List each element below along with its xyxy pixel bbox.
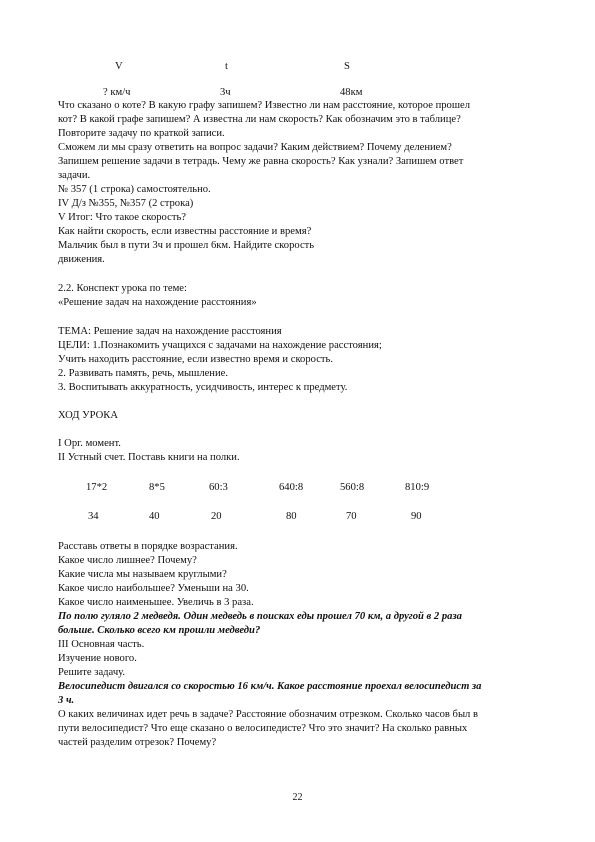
table-header-v: V bbox=[115, 61, 123, 72]
problem-text: По полю гуляло 2 медведя. Один медведь в поисках еды прошел 70 км, а другой в 2 раза bbox=[58, 611, 462, 622]
text-line: 2. Развивать память, речь, мышление. bbox=[58, 368, 228, 379]
expression: 8*5 bbox=[149, 482, 165, 493]
text-line: Сможем ли мы сразу ответить на вопрос задачи? Каким действием? Почему делением? bbox=[58, 142, 452, 153]
section-heading: 2.2. Конспект урока по теме: bbox=[58, 283, 187, 294]
table-header-s: S bbox=[344, 61, 350, 72]
problem-text: больше. Сколько всего км прошли медведи? bbox=[58, 625, 261, 636]
page-number: 22 bbox=[292, 792, 303, 803]
problem-text: 3 ч. bbox=[58, 695, 75, 706]
text-line: Расставь ответы в порядке возрастания. bbox=[58, 541, 238, 552]
text-line: Решите задачу. bbox=[58, 667, 126, 678]
expression: 640:8 bbox=[279, 482, 304, 493]
text-line: 3. Воспитывать аккуратность, усидчивость, интерес к предмету. bbox=[58, 382, 348, 393]
answer: 40 bbox=[149, 511, 160, 522]
text-line: частей разделим отрезок? Почему? bbox=[58, 737, 217, 748]
lesson-topic: ТЕМА: Решение задач на нахождение расстояния bbox=[58, 326, 282, 337]
table-header-t: t bbox=[225, 61, 228, 72]
text-line: Запишем решение задачи в тетрадь. Чему же равна скорость? Как узнали? Запишем ответ bbox=[58, 156, 464, 167]
table-value-t: 3ч bbox=[220, 87, 231, 98]
text-line: Какие числа мы называем круглыми? bbox=[58, 569, 227, 580]
answer: 70 bbox=[346, 511, 357, 522]
table-value-s: 48км bbox=[340, 87, 363, 98]
text-line: № 357 (1 строка) самостоятельно. bbox=[58, 184, 211, 195]
text-line: Какое число наименьшее. Увеличь в 3 раза. bbox=[58, 597, 254, 608]
text-line: движения. bbox=[58, 254, 105, 265]
text-line: I Орг. момент. bbox=[58, 438, 121, 449]
text-line: О каких величинах идет речь в задаче? Расстояние обозначим отрезком. Сколько часов был в bbox=[58, 709, 478, 720]
text-line: III Основная часть. bbox=[58, 639, 145, 650]
text-line: Изучение нового. bbox=[58, 653, 137, 664]
lesson-goals: ЦЕЛИ: 1.Познакомить учащихся с задачами на нахождение расстояния; bbox=[58, 340, 382, 351]
text-line: Какое число наибольшее? Уменьши на 30. bbox=[58, 583, 249, 594]
text-line: Мальчик был в пути 3ч и прошел 6км. Найдите скорость bbox=[58, 240, 315, 251]
expression: 560:8 bbox=[340, 482, 365, 493]
lesson-title: «Решение задач на нахождение расстояния» bbox=[58, 297, 257, 308]
text-line: Повторите задачу по краткой записи. bbox=[58, 128, 225, 139]
text-line: V Итог: Что такое скорость? bbox=[58, 212, 186, 223]
answer: 90 bbox=[411, 511, 422, 522]
answer: 34 bbox=[88, 511, 99, 522]
text-line: пути велосипедист? Что еще сказано о велосипедисте? Что это значит? На сколько равных bbox=[58, 723, 468, 734]
text-line: Что сказано о коте? В какую графу запишем? Известно ли нам расстояние, которое прошел bbox=[58, 100, 471, 111]
expression: 810:9 bbox=[405, 482, 430, 493]
expression: 60:3 bbox=[209, 482, 228, 493]
text-line: кот? В какой графе запишем? А известна ли нам скорость? Как обозначим это в таблице? bbox=[58, 114, 461, 125]
text-line: IV Д/з №355, №357 (2 строка) bbox=[58, 198, 194, 209]
answer: 20 bbox=[211, 511, 222, 522]
text-line: II Устный счет. Поставь книги на полки. bbox=[58, 452, 240, 463]
lesson-progress-heading: ХОД УРОКА bbox=[58, 410, 118, 421]
table-value-v: ? км/ч bbox=[103, 87, 131, 98]
text-line: задачи. bbox=[58, 170, 91, 181]
text-line: Как найти скорость, если известны расстояние и время? bbox=[58, 226, 312, 237]
text-line: Какое число лишнее? Почему? bbox=[58, 555, 197, 566]
expression: 17*2 bbox=[86, 482, 108, 493]
answer: 80 bbox=[286, 511, 297, 522]
text-line: Учить находить расстояние, если известно время и скорость. bbox=[58, 354, 334, 365]
problem-text: Велосипедист двигался со скоростью 16 км/ч. Какое расстояние проехал велосипедист за bbox=[58, 681, 482, 692]
